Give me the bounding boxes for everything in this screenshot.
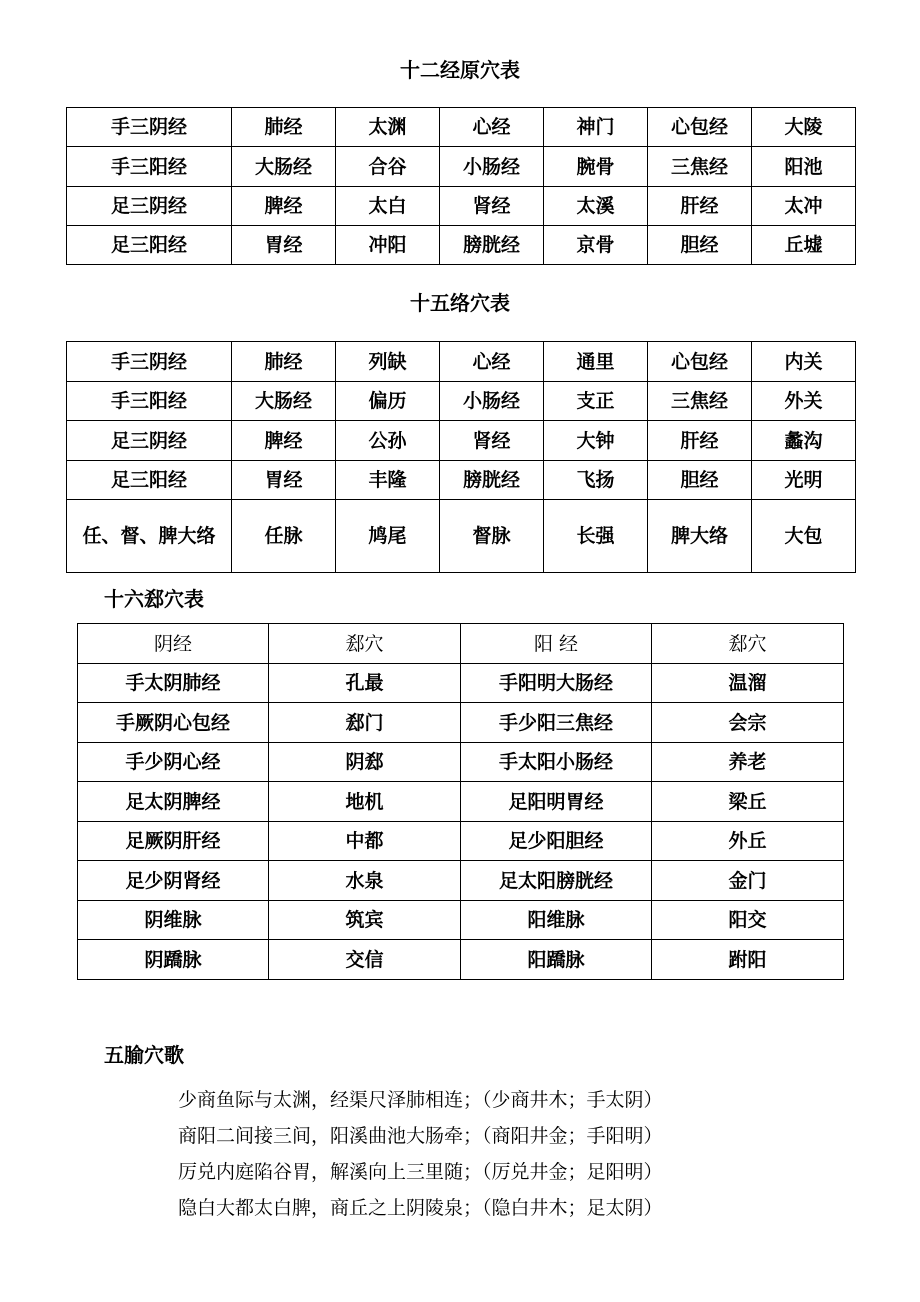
- table-cell: 京骨: [544, 226, 648, 265]
- table-row: [67, 187, 856, 226]
- poem-line: 隐白大都太白脾，商丘之上阴陵泉；（隐白井木；足太阴）: [178, 1197, 663, 1219]
- table-cell: 通里: [544, 342, 648, 382]
- table-cell: 腕骨: [544, 147, 648, 187]
- table-cell: 脾经: [232, 187, 336, 226]
- table-cell: 合谷: [336, 147, 440, 187]
- table-cell: 肺经: [232, 342, 336, 382]
- table-cell: 蠡沟: [752, 421, 856, 461]
- table-row: [78, 703, 844, 743]
- table-cell: 温溜: [652, 664, 844, 703]
- poem-line: 商阳二间接三间，阳溪曲池大肠牵；（商阳井金；手阳明）: [178, 1125, 663, 1147]
- table-row: [78, 861, 844, 901]
- wushu-song-poem: [178, 1082, 663, 1226]
- table-row: [78, 822, 844, 861]
- table-row: [78, 901, 844, 940]
- table-cell: 阴郄: [269, 743, 461, 782]
- table-row: [78, 743, 844, 782]
- table-cell: 大陵: [752, 108, 856, 147]
- table-cell: 列缺: [336, 342, 440, 382]
- table-cell: 大包: [752, 500, 856, 573]
- xi-table-title: 十六郄穴表: [104, 587, 204, 611]
- column-header: 郄穴: [269, 624, 461, 664]
- table-cell: 太渊: [336, 108, 440, 147]
- table-cell: 任、督、脾大络: [67, 500, 232, 573]
- table-cell: 心包经: [648, 108, 752, 147]
- yuan-table-title: 十二经原穴表: [400, 58, 520, 82]
- table-row: [67, 147, 856, 187]
- table-cell: 手三阳经: [67, 147, 232, 187]
- table-cell: 心包经: [648, 342, 752, 382]
- table-row: [67, 500, 856, 573]
- table-cell: 会宗: [652, 703, 844, 743]
- table-cell: 孔最: [269, 664, 461, 703]
- table-cell: 小肠经: [440, 147, 544, 187]
- table-cell: 大钟: [544, 421, 648, 461]
- table-cell: 外丘: [652, 822, 844, 861]
- table-cell: 足三阳经: [67, 461, 232, 500]
- table-row: [67, 226, 856, 265]
- table-cell: 太溪: [544, 187, 648, 226]
- table-cell: 中都: [269, 822, 461, 861]
- table-cell: 郄门: [269, 703, 461, 743]
- luo-table-title: 十五络穴表: [410, 291, 510, 315]
- table-cell: 手三阳经: [67, 382, 232, 421]
- table-row: [67, 342, 856, 382]
- table-row: [67, 108, 856, 147]
- table-row: [67, 421, 856, 461]
- table-cell: 三焦经: [648, 382, 752, 421]
- table-cell: 鸠尾: [336, 500, 440, 573]
- table-cell: 肾经: [440, 421, 544, 461]
- table-cell: 手厥阴心包经: [78, 703, 269, 743]
- column-header: 阴经: [78, 624, 269, 664]
- column-header: 阳 经: [461, 624, 652, 664]
- table-cell: 梁丘: [652, 782, 844, 822]
- table-cell: 足太阳膀胱经: [461, 861, 652, 901]
- table-cell: 偏历: [336, 382, 440, 421]
- poem-line: 厉兑内庭陷谷胃，解溪向上三里随；（厉兑井金；足阳明）: [178, 1161, 663, 1183]
- table-cell: 公孙: [336, 421, 440, 461]
- table-cell: 膀胱经: [440, 226, 544, 265]
- table-cell: 胆经: [648, 226, 752, 265]
- table-cell: 足少阳胆经: [461, 822, 652, 861]
- table-cell: 太冲: [752, 187, 856, 226]
- table-cell: 丘墟: [752, 226, 856, 265]
- table-cell: 阳池: [752, 147, 856, 187]
- table-cell: 阳蹻脉: [461, 940, 652, 980]
- table-cell: 大肠经: [232, 382, 336, 421]
- table-cell: 手三阴经: [67, 108, 232, 147]
- table-cell: 胃经: [232, 461, 336, 500]
- table-cell: 阴蹻脉: [78, 940, 269, 980]
- table-cell: 水泉: [269, 861, 461, 901]
- table-cell: 肺经: [232, 108, 336, 147]
- table-cell: 胃经: [232, 226, 336, 265]
- table-cell: 交信: [269, 940, 461, 980]
- table-cell: 足厥阴肝经: [78, 822, 269, 861]
- table-cell: 膀胱经: [440, 461, 544, 500]
- table-cell: 肝经: [648, 421, 752, 461]
- table-cell: 长强: [544, 500, 648, 573]
- table-row: [78, 782, 844, 822]
- table-cell: 足太阴脾经: [78, 782, 269, 822]
- table-cell: 脾大络: [648, 500, 752, 573]
- table-cell: 阳交: [652, 901, 844, 940]
- table-cell: 督脉: [440, 500, 544, 573]
- table-cell: 足三阴经: [67, 187, 232, 226]
- table-cell: 手阳明大肠经: [461, 664, 652, 703]
- table-cell: 丰隆: [336, 461, 440, 500]
- table-cell: 手太阴肺经: [78, 664, 269, 703]
- table-cell: 胆经: [648, 461, 752, 500]
- poem-line: 少商鱼际与太渊，经渠尺泽肺相连；（少商井木；手太阴）: [178, 1089, 663, 1111]
- table-cell: 内关: [752, 342, 856, 382]
- table-cell: 养老: [652, 743, 844, 782]
- column-header: 郄穴: [652, 624, 844, 664]
- table-cell: 手三阴经: [67, 342, 232, 382]
- table-cell: 手太阳小肠经: [461, 743, 652, 782]
- table-row: [78, 664, 844, 703]
- table-cell: 心经: [440, 342, 544, 382]
- table-cell: 足三阳经: [67, 226, 232, 265]
- table-cell: 小肠经: [440, 382, 544, 421]
- table-row: [67, 461, 856, 500]
- table-cell: 心经: [440, 108, 544, 147]
- luo-table: [66, 341, 856, 573]
- table-cell: 足三阴经: [67, 421, 232, 461]
- table-cell: 太白: [336, 187, 440, 226]
- table-cell: 跗阳: [652, 940, 844, 980]
- table-cell: 冲阳: [336, 226, 440, 265]
- table-cell: 地机: [269, 782, 461, 822]
- table-cell: 阳维脉: [461, 901, 652, 940]
- table-cell: 神门: [544, 108, 648, 147]
- table-cell: 飞扬: [544, 461, 648, 500]
- table-cell: 阴维脉: [78, 901, 269, 940]
- table-cell: 肝经: [648, 187, 752, 226]
- table-cell: 光明: [752, 461, 856, 500]
- table-cell: 手少阴心经: [78, 743, 269, 782]
- table-cell: 任脉: [232, 500, 336, 573]
- table-cell: 足阳明胃经: [461, 782, 652, 822]
- table-cell: 大肠经: [232, 147, 336, 187]
- table-cell: 手少阳三焦经: [461, 703, 652, 743]
- xi-table: [77, 623, 844, 980]
- table-cell: 三焦经: [648, 147, 752, 187]
- table-cell: 足少阴肾经: [78, 861, 269, 901]
- table-row: [67, 382, 856, 421]
- table-cell: 脾经: [232, 421, 336, 461]
- table-cell: 筑宾: [269, 901, 461, 940]
- table-cell: 肾经: [440, 187, 544, 226]
- wushu-song-title: 五腧穴歌: [104, 1043, 184, 1067]
- yuan-table: [66, 107, 856, 265]
- table-cell: 外关: [752, 382, 856, 421]
- table-row: [78, 940, 844, 980]
- table-cell: 金门: [652, 861, 844, 901]
- table-header-row: [78, 624, 844, 664]
- table-cell: 支正: [544, 382, 648, 421]
